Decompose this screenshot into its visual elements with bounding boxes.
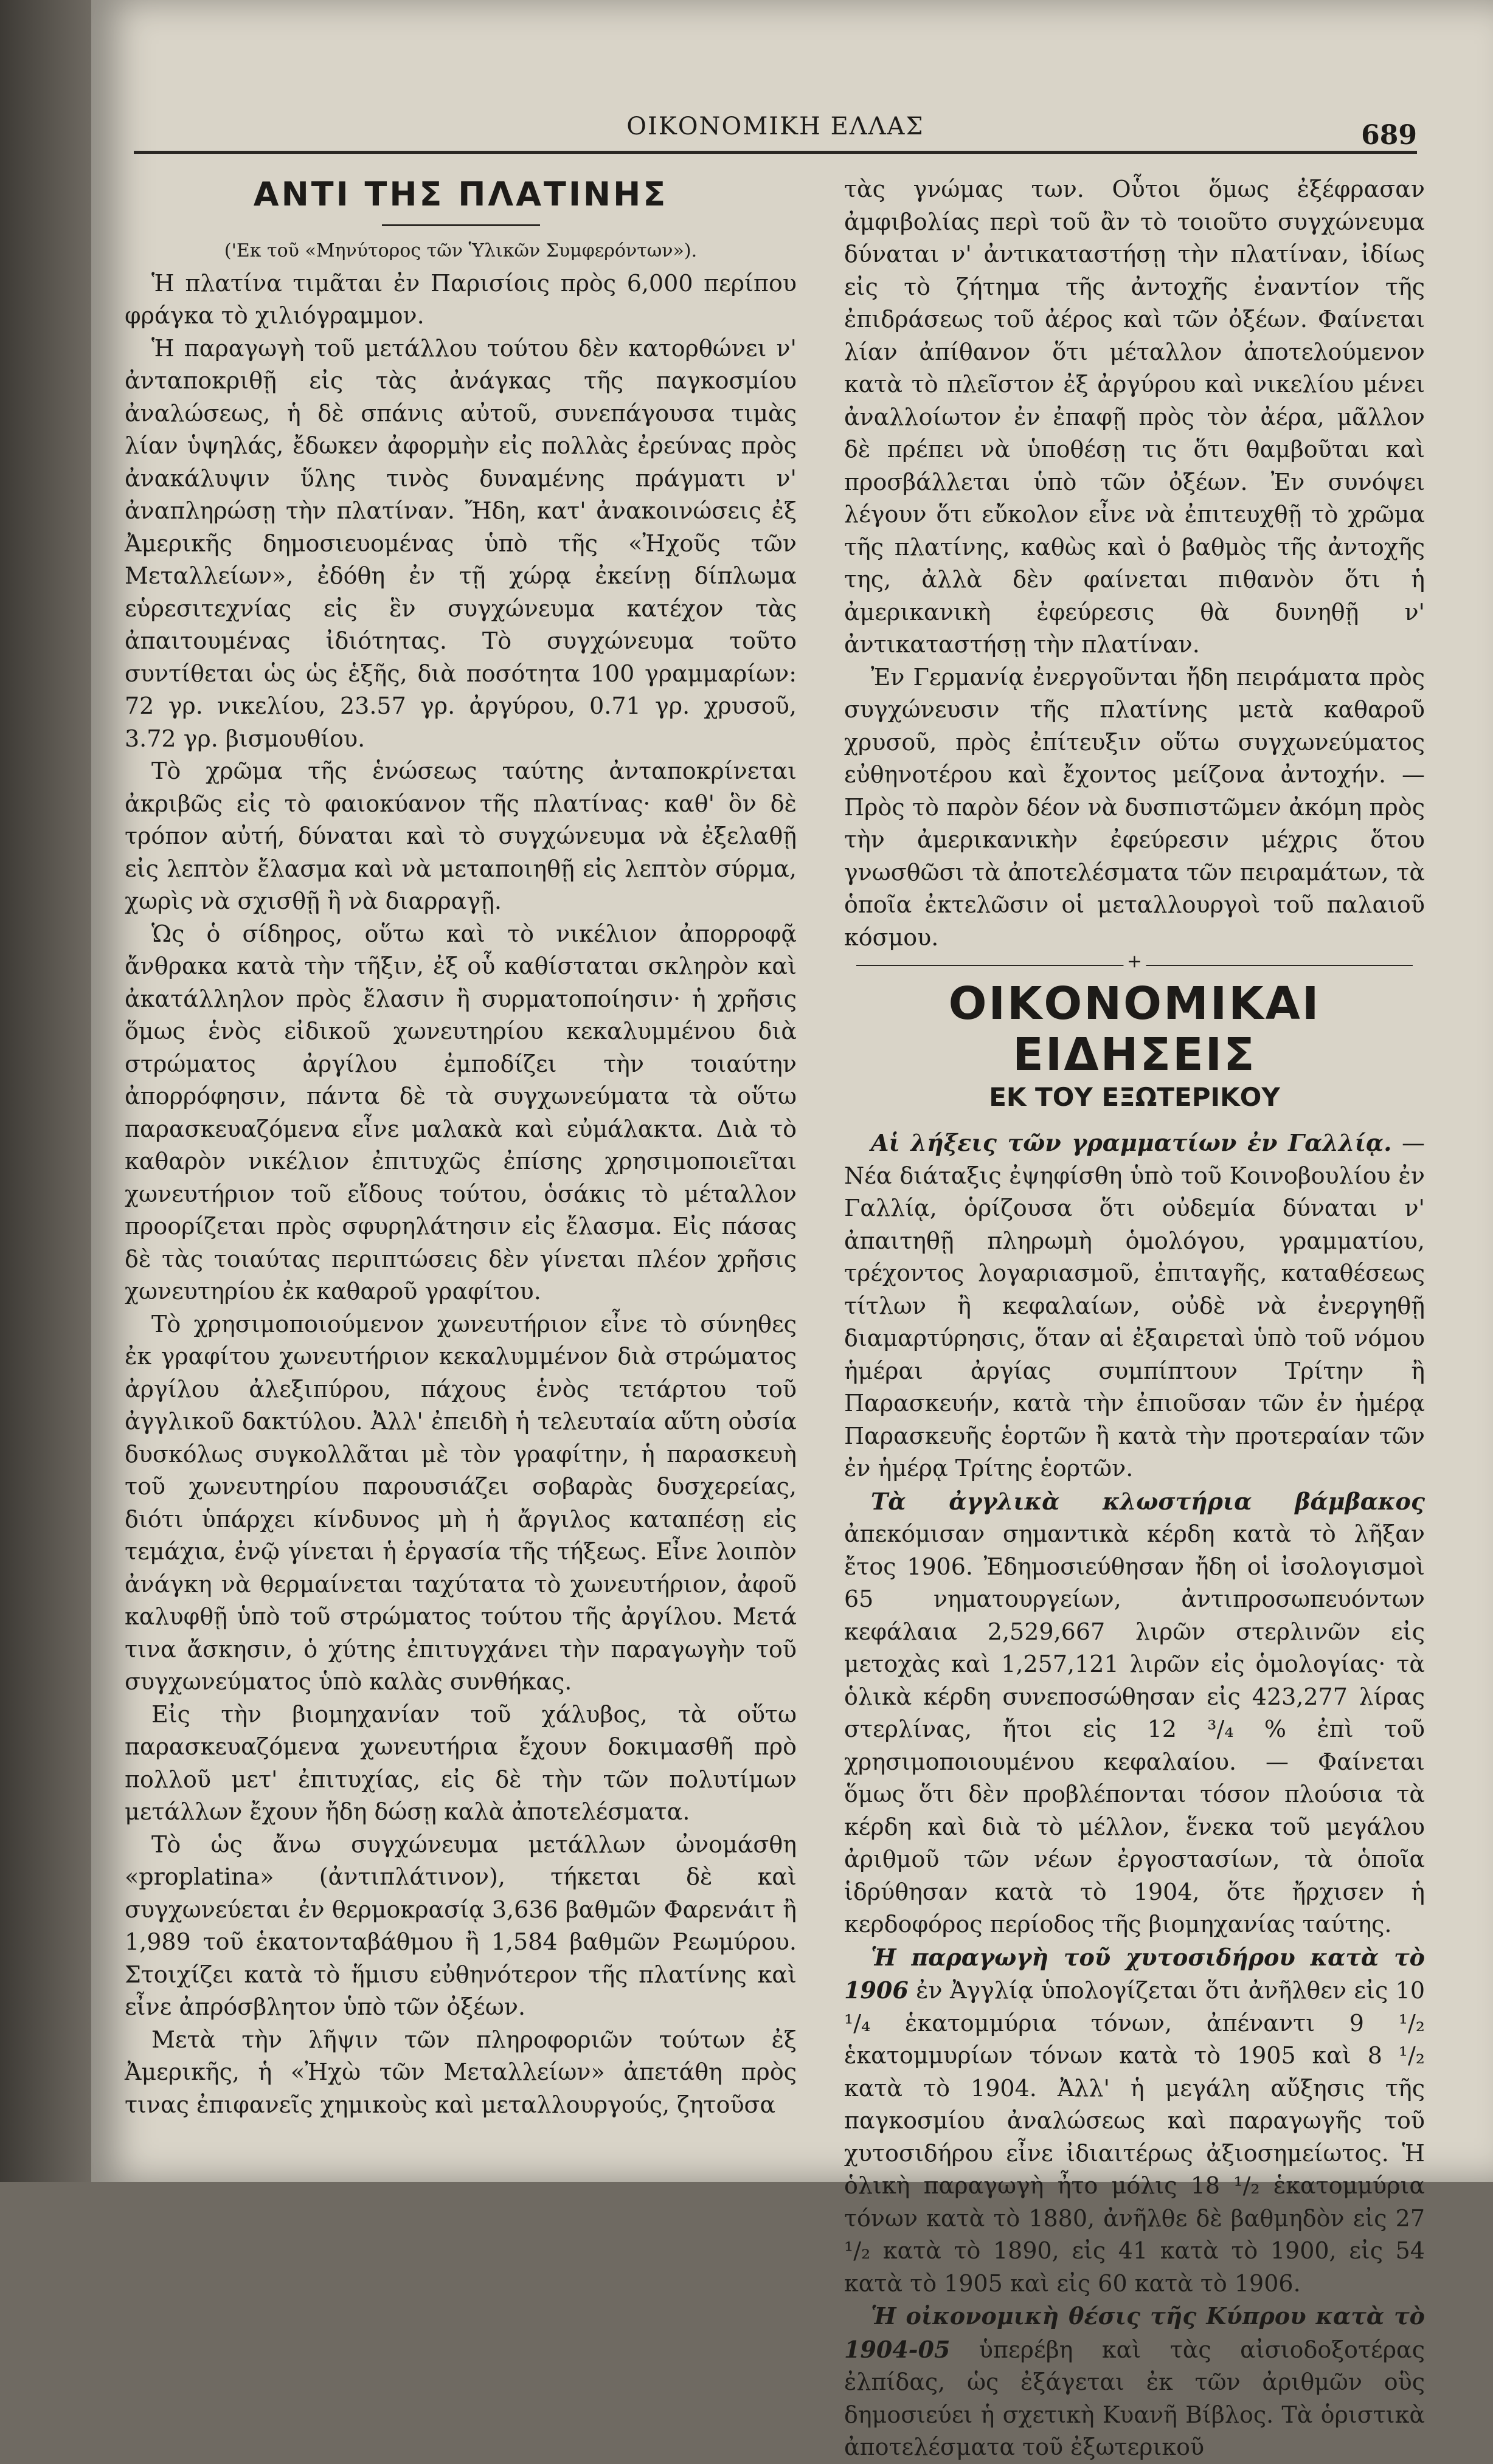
right-column: [844, 173, 1425, 2464]
running-head: [134, 112, 1417, 155]
news-item: [844, 2300, 1425, 2464]
binding-shadow: [0, 0, 91, 2182]
news-item: [844, 1485, 1425, 1941]
left-column: [125, 173, 797, 2121]
title-rule: [382, 224, 540, 226]
news-item-heading: Αἱ λήξεις τῶν γραμματίων ἐν Γαλλίᾳ.: [871, 1129, 1392, 1156]
section-subtitle: ΕΚ ΤΟΥ ΕΞΩΤΕΡΙΚΟΥ: [989, 1082, 1280, 1112]
news-item-heading: Ἡ οἰκονομικὴ θέσις τῆς Κύπρου κατὰ τὸ 1904-05: [844, 2302, 1425, 2363]
news-item-heading: Ἡ παραγωγὴ τοῦ χυτοσιδήρου κατὰ τὸ 1906: [844, 1943, 1425, 2004]
section-divider: [844, 951, 1425, 972]
article-paragraph: Εἰς τὴν βιομηχανίαν τοῦ χάλυβος, τὰ οὕτω παρασκευαζόμενα χωνευτήρια ἔχουν δοκιμασθῆ πρὸ πολλοῦ μετ' ἐπιτυχίας, εἰς δὲ τὴν τῶν πολυτίμων μετάλλων ἔχουν ἤδη δώσῃ καλὰ ἀποτελέσματα.: [125, 1700, 797, 1825]
article-paragraph: Τὸ ὡς ἄνω συγχώνευμα μετάλλων ὠνομάσθη «proplatina» (ἀντιπλάτινον), τήκεται δὲ καὶ συγχωνεύεται ἐν θερμοκρασίᾳ 3,636 βαθμῶν Φαρενάιτ ἢ 1,989 τοῦ ἑκατονταβάθμου ἢ 1,584 βαθμῶν Ρεωμύρου. Στοιχίζει κατὰ τὸ ἥμισυ εὐθηνότερον τῆς πλατίνης καὶ εἶνε ἀπρόσβλητον ὑπὸ τῶν ὀξέων.: [125, 1831, 797, 2020]
news-item-text: ἀπεκόμισαν σημαντικὰ κέρδη κατὰ τὸ λῆξαν ἔτος 1906. Ἐδημοσιεύθησαν ἤδη οἱ ἰσολογισμοὶ 65 νηματουργείων, ἀντιπροσωπευόντων κεφάλαια 2,529,667 λιρῶν στερλινῶν εἰς μετοχὰς καὶ 1,257,121 λιρῶν εἰς ὁμολογίας· τὰ ὁλικὰ κέρδη συνεποσώθησαν εἰς 423,277 λίρας στερλίνας, ἤτοι εἰς 12 ³/₄ % ἐπὶ τοῦ χρησιμοποιουμένου κεφαλαίου. — Φαίνεται ὅμως ὅτι δὲν προβλέπονται τόσον πλούσια τὰ κέρδη καὶ διὰ τὸ μέλλον, ἕνεκα τοῦ μεγάλου ἀριθμοῦ τῶν νέων ἐργοστασίων, τὰ ὁποῖα ἱδρύθησαν κατὰ τὸ 1904, ὅτε ἤρχισεν ἡ κερδοφόρος περίοδος τῆς βιομηχανίας ταύτης.: [844, 1520, 1425, 1938]
header-rule: [134, 151, 1417, 154]
journal-title: ΟΙΚΟΝΟΜΙΚΗ ΕΛΛΑΣ: [626, 112, 924, 140]
article-source: ('Εκ τοῦ «Μηνύτορος τῶν Ὑλικῶν Συμφερόντων»).: [224, 240, 698, 261]
divider-mark: +: [1123, 953, 1146, 971]
article-paragraph: Ἡ παραγωγὴ τοῦ μετάλλου τούτου δὲν κατορθώνει ν' ἀνταποκριθῇ εἰς τὰς ἀνάγκας τῆς παγκοσμίου ἀναλώσεως, ἡ δὲ σπάνις αὐτοῦ, συνεπάγουσα τιμὰς λίαν ὑψηλάς, ἔδωκεν ἀφορμὴν εἰς πολλὰς ἐρεύνας πρὸς ἀνακάλυψιν ὕλης τινὸς δυναμένης πράγματι ν' ἀναπληρώσῃ τὴν πλατίναν. Ἤδη, κατ' ἀνακοινώσεις ἐξ Ἀμερικῆς δημοσιευομένας ὑπὸ τῆς «Ἠχοῦς τῶν Μεταλλείων», ἐδόθη ἐν τῇ χώρᾳ ἐκείνῃ δίπλωμα εὑρεσιτεχνίας εἰς ἓν συγχώνευμα κατέχον τὰς ἀπαιτουμένας ἰδιότητας. Τὸ συγχώνευμα τοῦτο συντίθεται ὡς ὡς ἑξῆς, διὰ ποσότητα 100 γραμμαρίων: 72 γρ. νικελίου, 23.57 γρ. ἀργύρου, 0.71 γρ. χρυσοῦ, 3.72 γρ. βισμουθίου.: [125, 334, 797, 752]
news-item-heading: Τὰ ἀγγλικὰ κλωστήρια βάμβακος: [871, 1487, 1425, 1515]
page-number: 689: [1361, 120, 1417, 151]
article-paragraph: Μετὰ τὴν λῆψιν τῶν πληροφοριῶν τούτων ἐξ Ἀμερικῆς, ἡ «Ἠχὼ τῶν Μεταλλείων» ἀπετάθη πρὸς τινας ἐπιφανεῖς χημικοὺς καὶ μεταλλουργούς, ζητοῦσα: [125, 2026, 797, 2118]
section-title: ΟΙΚΟΝΟΜΙΚΑΙ ΕΙΔΗΣΕΙΣ: [948, 978, 1321, 1081]
article-paragraph: Τὸ χρῶμα τῆς ἑνώσεως ταύτης ἀνταποκρίνεται ἀκριβῶς εἰς τὸ φαιοκύανον τῆς πλατίνας· καθ' ὃν δὲ τρόπον αὐτή, δύναται καὶ τὸ συγχώνευμα νὰ ἐξελαθῇ εἰς λεπτὸν ἔλασμα καὶ νὰ μεταποιηθῇ εἰς λεπτὸν σύρμα, χωρὶς νὰ σχισθῇ ἢ νὰ διαρραγῇ.: [125, 757, 797, 914]
article-paragraph: Τὸ χρησιμοποιούμενον χωνευτήριον εἶνε τὸ σύνηθες ἐκ γραφίτου χωνευτήριον κεκαλυμμένον διὰ στρώματος ἀργίλου ἀλεξιπύρου, πάχους ἑνὸς τετάρτου τοῦ ἀγγλικοῦ δακτύλου. Ἀλλ' ἐπειδὴ ἡ τελευταία αὕτη οὐσία δυσκόλως συγκολλᾶται μὲ τὸν γραφίτην, ἡ παρασκευὴ τοῦ χωνευτηρίου παρουσιάζει σοβαρὰς δυσχερείας, διότι ὑπάρχει κίνδυνος μὴ ἡ ἄργιλος καταπέσῃ εἰς τεμάχια, ἐνῷ γίνεται ἡ ἐργασία τῆς τήξεως. Εἶνε λοιπὸν ἀνάγκη νὰ θερμαίνεται ταχύτατα τὸ χωνευτήριον, ἀφοῦ καλυφθῇ ὑπὸ τοῦ στρώματος τούτου τῆς ἀργίλου. Μετά τινα ἄσκησιν, ὁ χύτης ἐπιτυγχάνει τὴν παραγωγὴν τοῦ συγχωνεύματος ὑπὸ καλὰς συνθήκας.: [125, 1310, 797, 1695]
news-item-text: — Νέα διάταξις ἐψηφίσθη ὑπὸ τοῦ Κοινοβουλίου ἐν Γαλλίᾳ, ὁρίζουσα ὅτι οὐδεμία δύναται ν' ἀπαιτηθῇ πληρωμὴ ὁμολόγου, γραμματίου, τρέχοντος λογαριασμοῦ, ἐπιταγῆς, καταθέσεως τίτλων ἢ κεφαλαίων, οὐδὲ νὰ ἐνεργηθῇ διαμαρτύρησις, ὅταν αἱ ἐξαιρεταὶ ὑπὸ τοῦ νόμου ἡμέραι ἀργίας συμπίπτουν Τρίτην ἢ Παρασκευήν, κατὰ τὴν ἐπιοῦσαν τῶν ἐν ἡμέρᾳ Παρασκευῆς ἑορτῶν ἢ κατὰ τὴν προτεραίαν τῶν ἐν ἡμέρᾳ Τρίτης ἑορτῶν.: [844, 1130, 1425, 1482]
news-item: [844, 1941, 1425, 2300]
article-continuation: Ἐν Γερμανίᾳ ἐνεργοῦνται ἤδη πειράματα πρὸς συγχώνευσιν τῆς πλατίνης μετὰ καθαροῦ χρυσοῦ, πρὸς ἐπίτευξιν οὕτω συγχωνεύματος εὐθηνοτέρου καὶ ἔχοντος μείζονα ἀντοχήν. — Πρὸς τὸ παρὸν δέον νὰ δυσπιστῶμεν ἀκόμη πρὸς τὴν ἀμερικανικὴν ἐφεύρεσιν μέχρις ὅτου γνωσθῶσι τὰ ἀποτελέσματα τῶν πειραμάτων, τὰ ὁποῖα ἐκτελῶσιν οἱ μεταλλουργοὶ τοῦ παλαιοῦ κόσμου.: [844, 663, 1425, 951]
news-item: [844, 1127, 1425, 1485]
article-paragraph: Ἡ πλατίνα τιμᾶται ἐν Παρισίοις πρὸς 6,000 περίπου φράγκα τὸ χιλιόγραμμον.: [125, 269, 797, 329]
article-paragraph: Ὡς ὁ σίδηρος, οὕτω καὶ τὸ νικέλιον ἀπορροφᾷ ἄνθρακα κατὰ τὴν τῆξιν, ἐξ οὗ καθίσταται σκληρὸν καὶ ἀκατάλληλον πρὸς ἔλασιν ἢ συρματοποίησιν· ἡ χρῆσις ὅμως ἑνὸς εἰδικοῦ χωνευτηρίου κεκαλυμμένου διὰ στρώματος ἀργίλου ἐμποδίζει τὴν τοιαύτην ἀπορρόφησιν, πάντα δὲ τὰ συγχωνεύματα τὰ οὕτω παρασκευαζόμενα εἶνε μαλακὰ καὶ εὐμάλακτα. Διὰ τὸ καθαρὸν νικέλιον ἐπιτυχῶς ἐπίσης χρησιμοποιεῖται χωνευτήριον τοῦ εἴδους τούτου, ὁσάκις τὸ μέταλλον προορίζεται πρὸς σφυρηλάτησιν εἰς ἔλασμα. Εἰς πάσας δὲ τὰς τοιαύτας περιπτώσεις δὲν γίνεται πλέον χρῆσις χωνευτηρίου ἐκ καθαροῦ γραφίτου.: [125, 920, 797, 1305]
article-continuation: τὰς γνώμας των. Οὗτοι ὅμως ἐξέφρασαν ἀμφιβολίας περὶ τοῦ ἂν τὸ τοιοῦτο συγχώνευμα δύναται ν' ἀντικαταστήσῃ τὴν πλατίναν, ἰδίως εἰς τὸ ζήτημα τῆς ἀντοχῆς ἐναντίον τῆς ἐπιδράσεως τοῦ ἀέρος καὶ τῶν ὀξέων. Φαίνεται λίαν ἀπίθανον ὅτι μέταλλον ἀποτελούμενον κατὰ τὸ πλεῖστον ἐξ ἀργύρου καὶ νικελίου μένει ἀναλλοίωτον ἐν ἐπαφῇ πρὸς τὸν ἀέρα, μᾶλλον δὲ πρέπει νὰ ὑποθέσῃ τις ὅτι θαμβοῦται καὶ προσβάλλεται ὑπὸ τῶν ὀξέων. Ἐν συνόψει λέγουν ὅτι εὔκολον εἶνε νὰ ἐπιτευχθῇ τὸ χρῶμα τῆς πλατίνης, καθὼς καὶ ὁ βαθμὸς τῆς ἀντοχῆς της, ἀλλὰ δὲν φαίνεται πιθανὸν ὅτι ἡ ἀμερικανικὴ ἐφεύρεσις θὰ δυνηθῇ ν' ἀντικαταστήσῃ τὴν πλατίναν.: [844, 176, 1425, 658]
news-item-text: ὑπερέβη καὶ τὰς αἰσιοδοξοτέρας ἐλπίδας, ὡς ἐξάγεται ἐκ τῶν ἀριθμῶν οὓς δημοσιεύει ἡ σχετικὴ Κυανῆ Βίβλος. Τὰ ὁριστικὰ ἀποτελέσματα τοῦ ἐξωτερικοῦ: [844, 2336, 1425, 2460]
article-title: ΑΝΤΙ ΤΗΣ ΠΛΑΤΙΝΗΣ: [253, 175, 668, 213]
news-item-text: ἐν Ἀγγλίᾳ ὑπολογίζεται ὅτι ἀνῆλθεν εἰς 10 ¹/₄ ἑκατομμύρια τόνων, ἀπέναντι 9 ¹/₂ ἑκατομμυρίων τόνων κατὰ τὸ 1905 καὶ 8 ¹/₂ κατὰ τὸ 1904. Ἀλλ' ἡ μεγάλη αὔξησις τῆς παγκοσμίου ἀναλώσεως καὶ παραγωγῆς τοῦ χυτοσιδήρου εἶνε ἰδιαιτέρως ἀξιοσημείωτος. Ἡ ὁλικὴ παραγωγὴ ἦτο μόλις 18 ¹/₂ ἑκατομμύρια τόνων κατὰ τὸ 1880, ἀνῆλθε δὲ βαθμηδὸν εἰς 27 ¹/₂ κατὰ τὸ 1890, εἰς 41 κατὰ τὸ 1900, εἰς 54 κατὰ τὸ 1905 καὶ εἰς 60 κατὰ τὸ 1906.: [844, 1977, 1425, 2297]
